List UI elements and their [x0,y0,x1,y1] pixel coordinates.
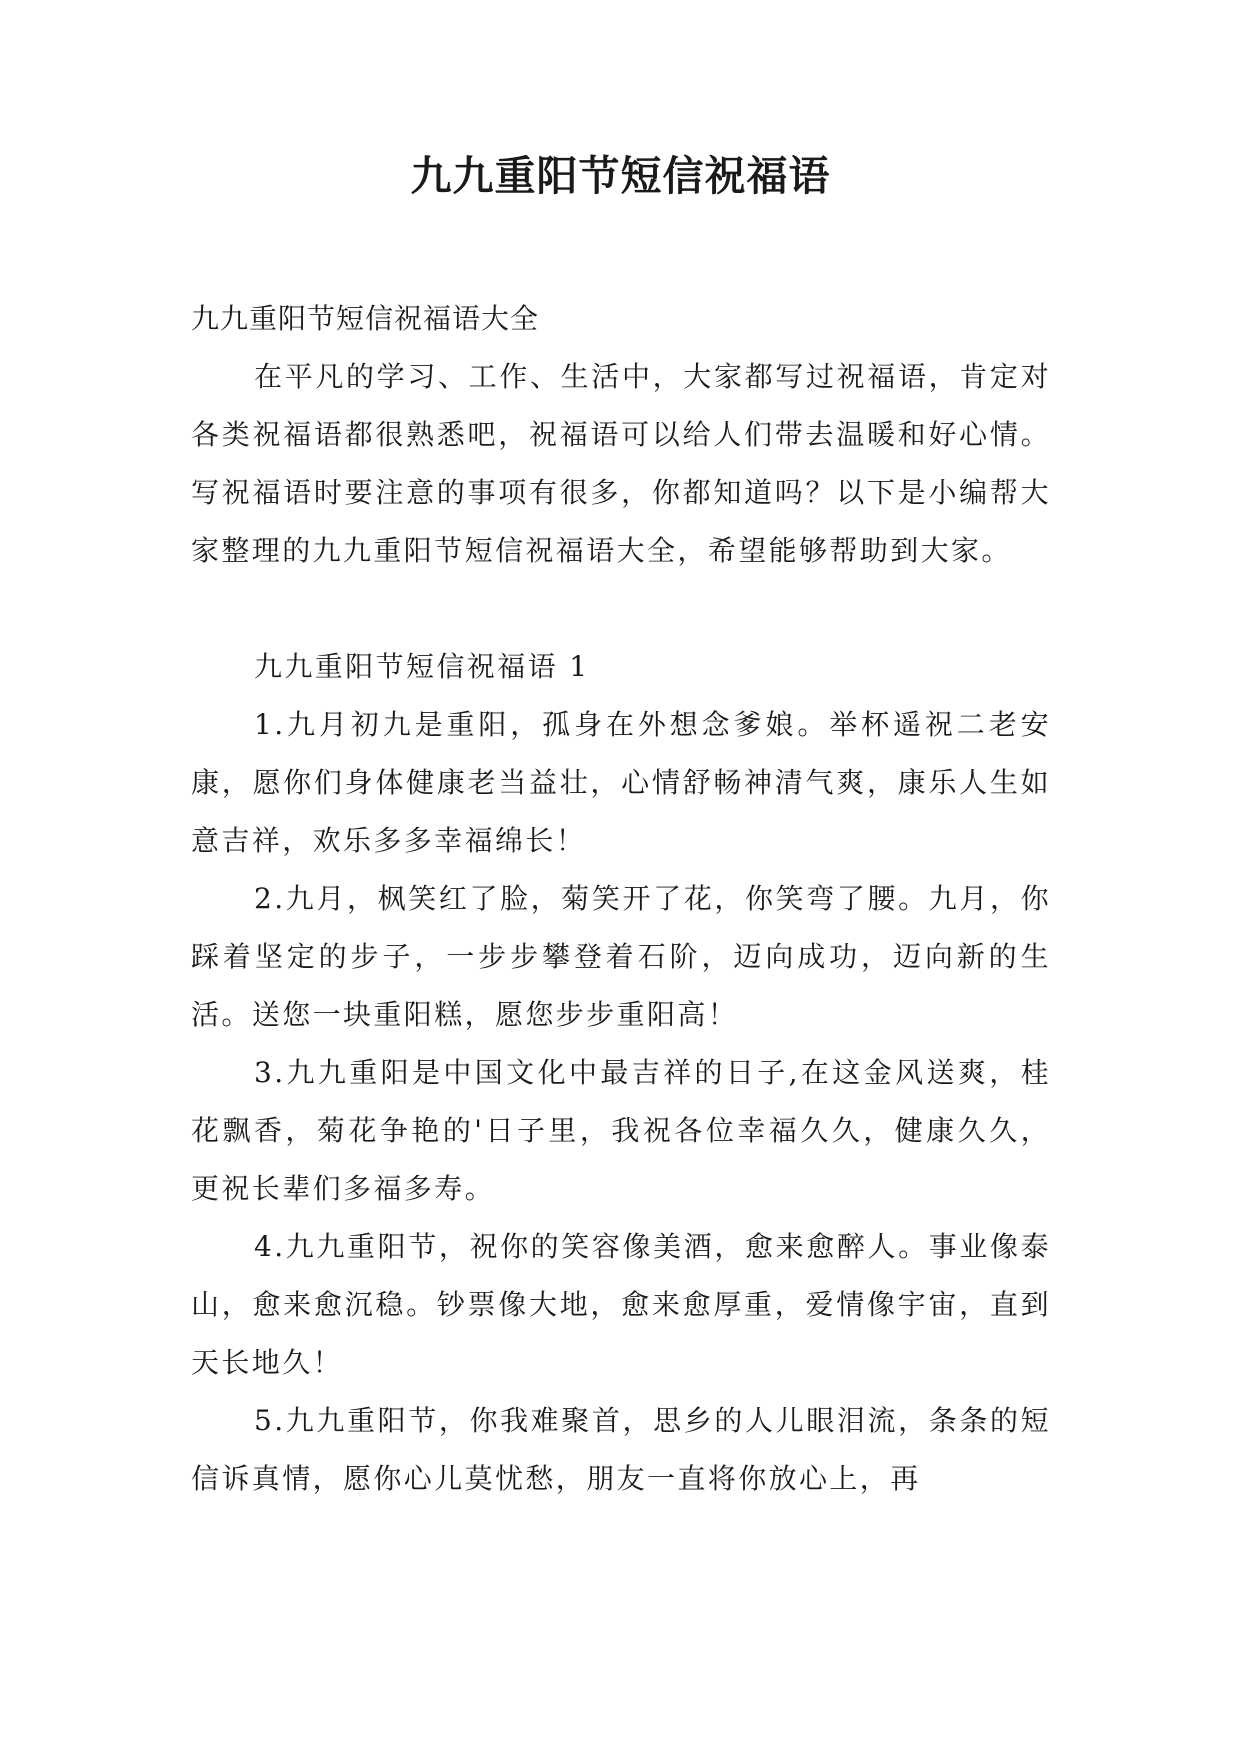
section-heading: 九九重阳节短信祝福语 1 [254,650,590,683]
paragraph-spacer [191,580,1051,638]
blessing-item-2: 2.九月，枫笑红了脸，菊笑开了花，你笑弯了腰。九月，你踩着坚定的步子，一步步攀登着石阶，迈向成功，迈向新的生活。送您一块重阳糕，愿您步步重阳高！ [191,882,1051,1031]
blessing-item-1: 1.九月初九是重阳，孤身在外想念爹娘。举杯遥祝二老安康，愿你们身体健康老当益壮，心情舒畅神清气爽，康乐人生如意吉祥，欢乐多多幸福绵长！ [191,708,1051,857]
blessing-item-5: 5.九九重阳节，你我难聚首，思乡的人儿眼泪流，条条的短信诉真情，愿你心儿莫忧愁，朋友一直将你放心上，再 [191,1404,1051,1495]
document-title: 九九重阳节短信祝福语 [410,152,831,200]
blessing-item-3: 3.九九重阳是中国文化中最吉祥的日子,在这金风送爽，桂花飘香，菊花争艳的'日子里，我祝各位幸福久久，健康久久，更祝长辈们多福多寿。 [191,1056,1051,1205]
document-subtitle: 九九重阳节短信祝福语大全 [191,302,540,335]
intro-paragraph: 在平凡的学习、工作、生活中，大家都写过祝福语，肯定对各类祝福语都很熟悉吧，祝福语可以给人们带去温暖和好心情。写祝福语时要注意的事项有很多，你都知道吗？以下是小编帮大家整理的九九重阳节短信祝福语大全，希望能够帮助到大家。 [191,360,1051,567]
blessing-item-4: 4.九九重阳节，祝你的笑容像美酒，愈来愈醉人。事业像泰山，愈来愈沉稳。钞票像大地，愈来愈厚重，爱情像宇宙，直到天长地久！ [191,1230,1051,1379]
document-body [191,290,1051,1508]
